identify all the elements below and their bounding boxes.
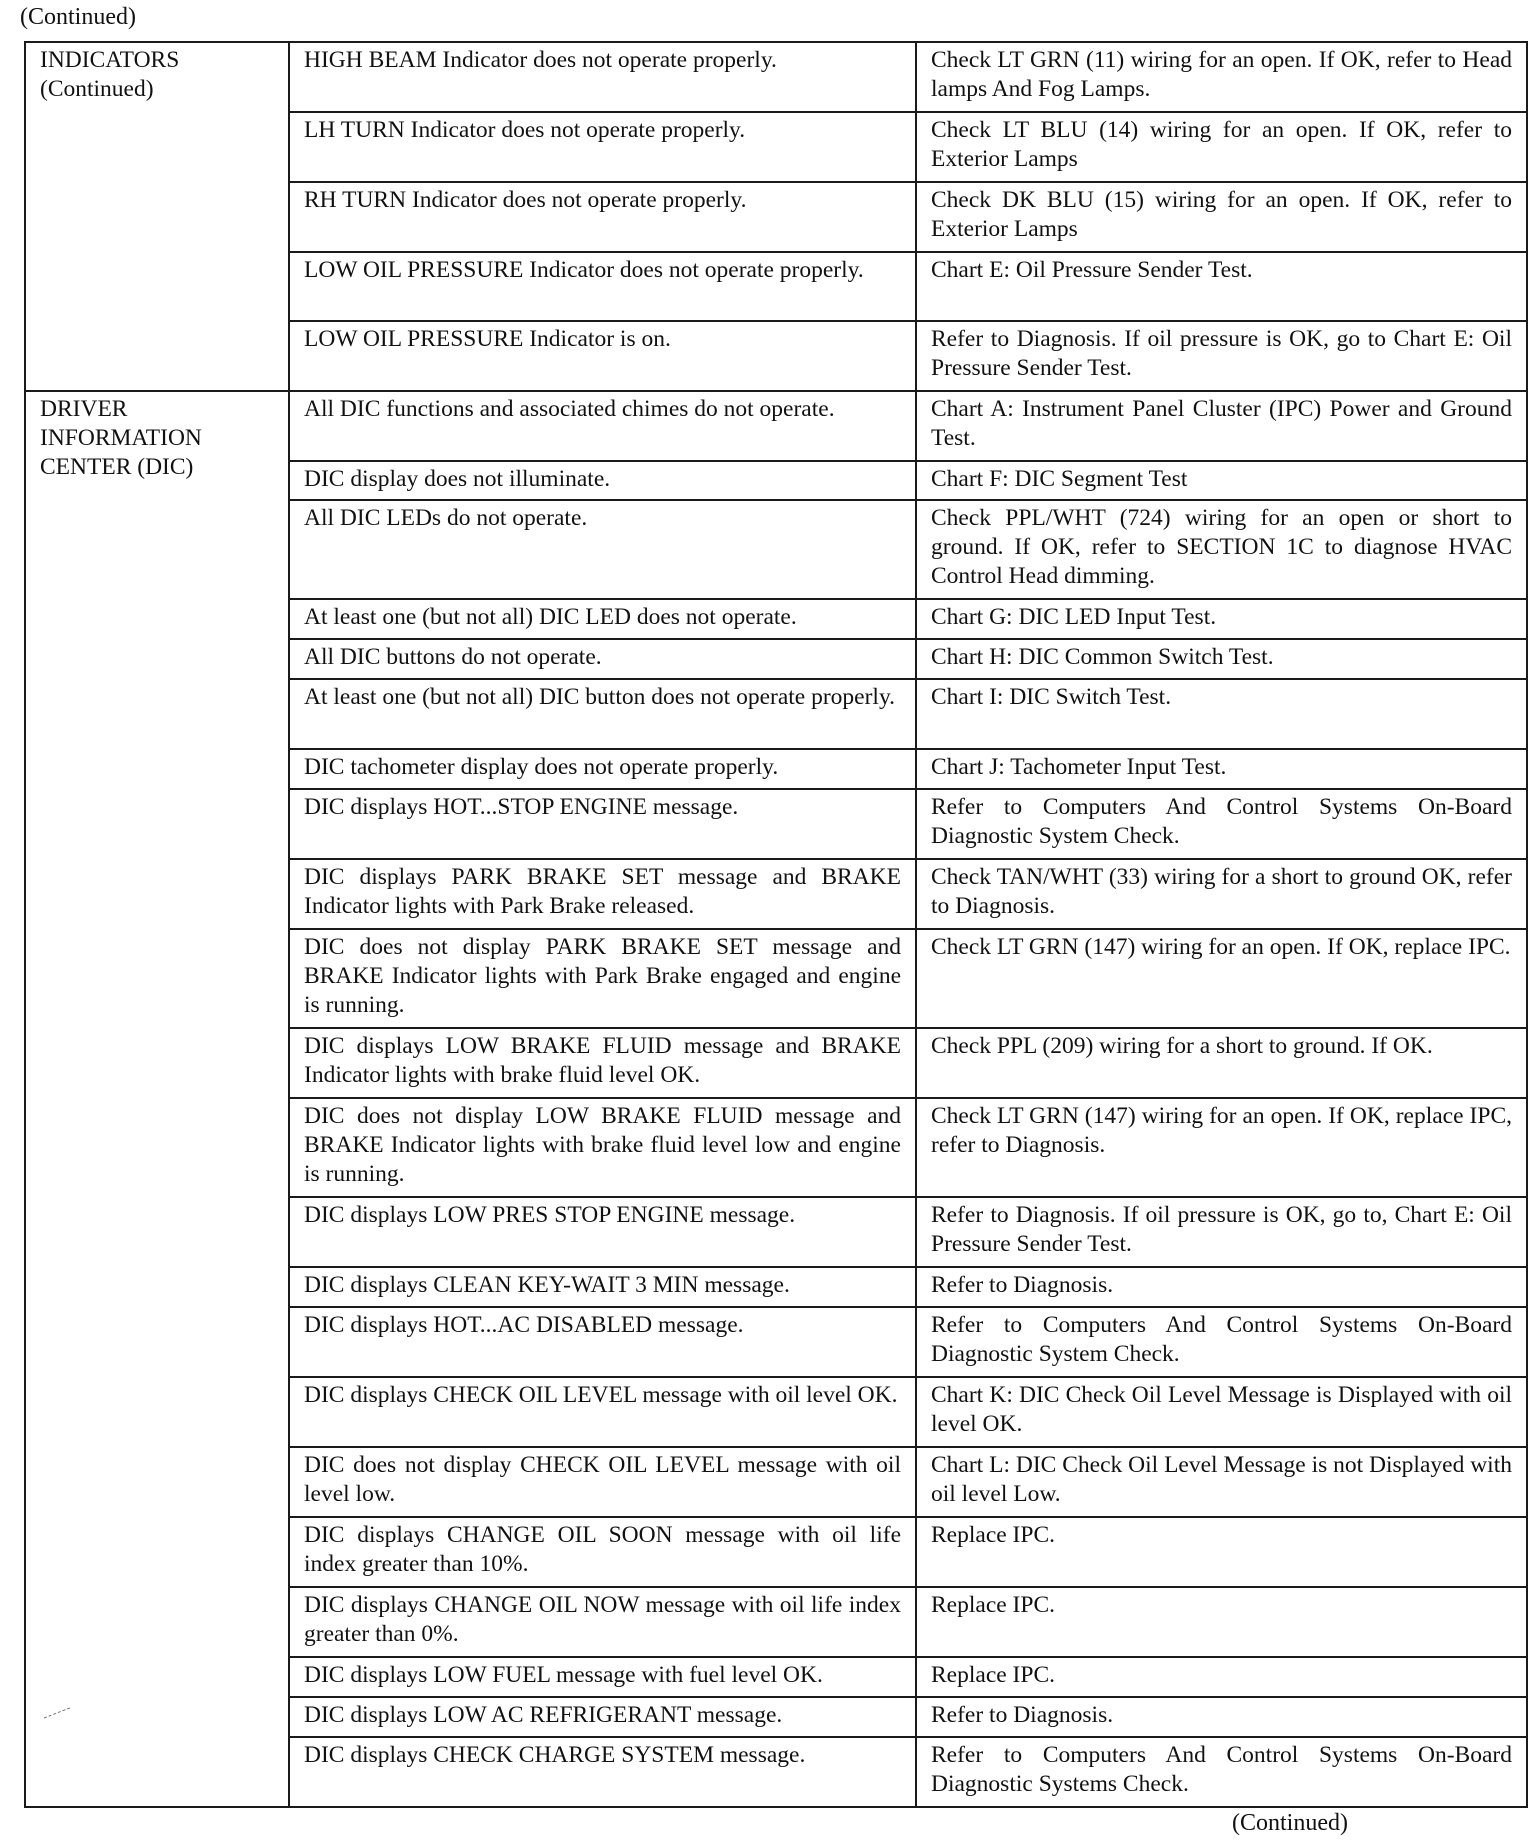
- action-cell: Check LT BLU (14) wiring for an open. If OK, refer to Exterior Lamps: [916, 112, 1527, 182]
- action-cell: Chart L: DIC Check Oil Level Message is not Displayed with oil level Low.: [916, 1447, 1527, 1517]
- symptom-cell: At least one (but not all) DIC LED does not operate.: [289, 599, 916, 639]
- action-cell: Check PPL/WHT (724) wiring for an open or short to ground. If OK, refer to SECTION 1C to diagnose HVAC Control Head dimming.: [916, 500, 1527, 599]
- action-cell: Check PPL (209) wiring for a short to ground. If OK.: [916, 1028, 1527, 1098]
- symptom-cell: DIC displays CLEAN KEY-WAIT 3 MIN message.: [289, 1267, 916, 1307]
- table-row: [25, 391, 1527, 461]
- symptom-cell: DIC does not display LOW BRAKE FLUID message and BRAKE Indicator lights with brake fluid level low and engine is running.: [289, 1098, 916, 1197]
- symptom-cell: DIC tachometer display does not operate properly.: [289, 749, 916, 789]
- symptom-cell: DIC displays LOW AC REFRIGERANT message.: [289, 1697, 916, 1737]
- stray-pen-mark: [42, 1706, 72, 1720]
- action-cell: Chart I: DIC Switch Test.: [916, 679, 1527, 749]
- symptom-cell: DIC displays LOW PRES STOP ENGINE message.: [289, 1197, 916, 1267]
- symptom-cell: DIC displays CHECK OIL LEVEL message with oil level OK.: [289, 1377, 916, 1447]
- action-cell: Check DK BLU (15) wiring for an open. If OK, refer to Exterior Lamps: [916, 182, 1527, 252]
- symptom-cell: All DIC buttons do not operate.: [289, 639, 916, 679]
- action-cell: Check LT GRN (11) wiring for an open. If OK, refer to Head lamps And Fog Lamps.: [916, 42, 1527, 112]
- symptom-cell: DIC does not display CHECK OIL LEVEL message with oil level low.: [289, 1447, 916, 1517]
- action-cell: Chart G: DIC LED Input Test.: [916, 599, 1527, 639]
- symptom-cell: DIC displays LOW BRAKE FLUID message and BRAKE Indicator lights with brake fluid level OK.: [289, 1028, 916, 1098]
- action-cell: Refer to Diagnosis.: [916, 1697, 1527, 1737]
- action-cell: Check LT GRN (147) wiring for an open. If OK, replace IPC, refer to Diagnosis.: [916, 1098, 1527, 1197]
- symptom-cell: DIC does not display PARK BRAKE SET message and BRAKE Indicator lights with Park Brake engaged and engine is running.: [289, 929, 916, 1028]
- action-cell: Refer to Computers And Control Systems On-Board Diagnostic System Check.: [916, 789, 1527, 859]
- continued-header: (Continued): [20, 4, 136, 30]
- action-cell: Refer to Diagnosis.: [916, 1267, 1527, 1307]
- action-cell: Replace IPC.: [916, 1517, 1527, 1587]
- action-cell: Refer to Computers And Control Systems On-Board Diagnostic System Check.: [916, 1307, 1527, 1377]
- table-row: [25, 42, 1527, 112]
- symptom-cell: All DIC functions and associated chimes do not operate.: [289, 391, 916, 461]
- action-cell: Chart A: Instrument Panel Cluster (IPC) Power and Ground Test.: [916, 391, 1527, 461]
- action-cell: Chart E: Oil Pressure Sender Test.: [916, 252, 1527, 321]
- symptom-cell: At least one (but not all) DIC button does not operate properly.: [289, 679, 916, 749]
- symptom-cell: DIC displays CHECK CHARGE SYSTEM message.: [289, 1737, 916, 1807]
- system-cell-indicators: [25, 42, 289, 391]
- system-label-line: CENTER (DIC): [40, 454, 194, 480]
- symptom-cell: DIC displays CHANGE OIL SOON message with oil life index greater than 10%.: [289, 1517, 916, 1587]
- action-cell: Check LT GRN (147) wiring for an open. If OK, replace IPC.: [916, 929, 1527, 1028]
- action-cell: Replace IPC.: [916, 1657, 1527, 1697]
- symptom-cell: DIC display does not illuminate.: [289, 461, 916, 500]
- symptom-cell: DIC displays LOW FUEL message with fuel level OK.: [289, 1657, 916, 1697]
- system-label-line: INDICATORS: [40, 47, 180, 73]
- system-label-line: INFORMATION: [40, 425, 202, 451]
- symptom-cell: All DIC LEDs do not operate.: [289, 500, 916, 599]
- continued-footer: (Continued): [1232, 1810, 1348, 1836]
- system-label-line: (Continued): [40, 76, 154, 102]
- symptom-cell: DIC displays CHANGE OIL NOW message with oil life index greater than 0%.: [289, 1587, 916, 1657]
- action-cell: Check TAN/WHT (33) wiring for a short to ground OK, refer to Diagnosis.: [916, 859, 1527, 929]
- symptom-cell: LOW OIL PRESSURE Indicator is on.: [289, 321, 916, 391]
- symptom-cell: HIGH BEAM Indicator does not operate properly.: [289, 42, 916, 112]
- symptom-cell: DIC displays PARK BRAKE SET message and BRAKE Indicator lights with Park Brake released.: [289, 859, 916, 929]
- action-cell: Chart H: DIC Common Switch Test.: [916, 639, 1527, 679]
- system-label-line: DRIVER: [40, 396, 128, 422]
- symptom-cell: LOW OIL PRESSURE Indicator does not operate properly.: [289, 252, 916, 321]
- diagnosis-table: [24, 41, 1528, 1808]
- action-cell: Refer to Diagnosis. If oil pressure is OK, go to Chart E: Oil Pressure Sender Test.: [916, 321, 1527, 391]
- action-cell: Replace IPC.: [916, 1587, 1527, 1657]
- symptom-cell: DIC displays HOT...AC DISABLED message.: [289, 1307, 916, 1377]
- action-cell: Refer to Computers And Control Systems On-Board Diagnostic Systems Check.: [916, 1737, 1527, 1807]
- action-cell: Chart K: DIC Check Oil Level Message is Displayed with oil level OK.: [916, 1377, 1527, 1447]
- symptom-cell: LH TURN Indicator does not operate properly.: [289, 112, 916, 182]
- symptom-cell: RH TURN Indicator does not operate properly.: [289, 182, 916, 252]
- system-cell-dic: [25, 391, 289, 1807]
- action-cell: Chart J: Tachometer Input Test.: [916, 749, 1527, 789]
- action-cell: Chart F: DIC Segment Test: [916, 461, 1527, 500]
- symptom-cell: DIC displays HOT...STOP ENGINE message.: [289, 789, 916, 859]
- action-cell: Refer to Diagnosis. If oil pressure is OK, go to, Chart E: Oil Pressure Sender Test.: [916, 1197, 1527, 1267]
